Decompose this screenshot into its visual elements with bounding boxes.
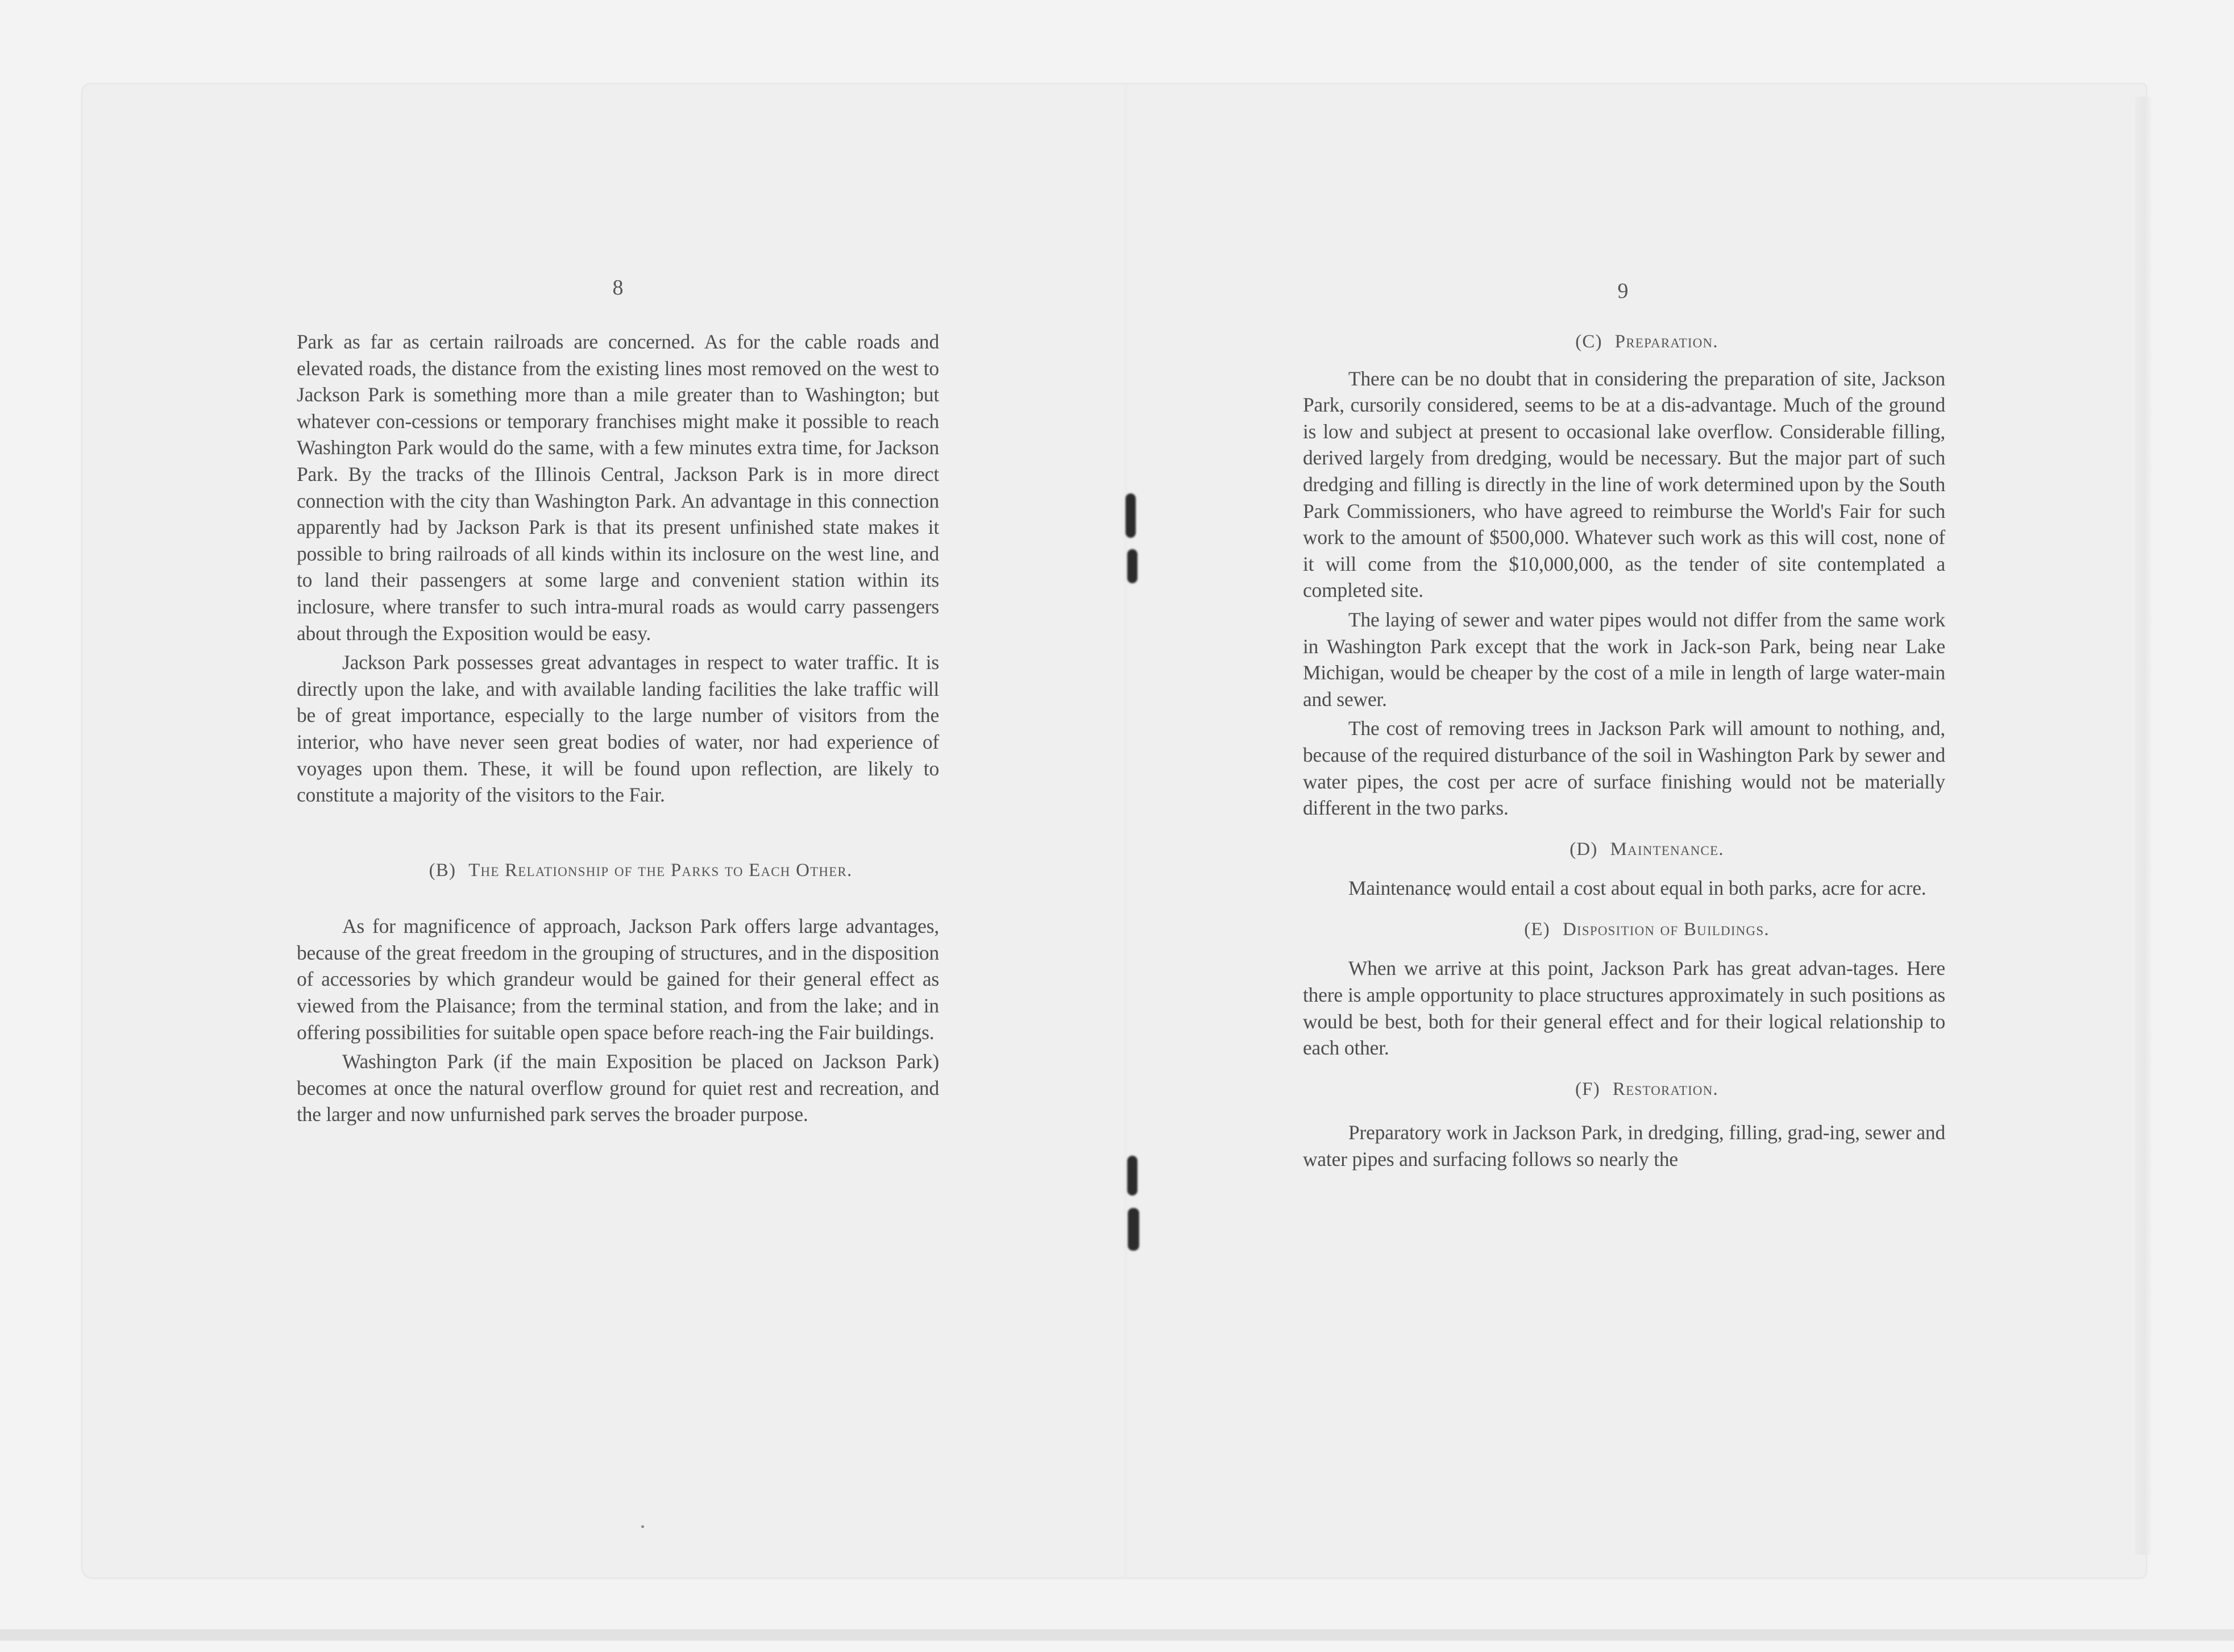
section-title: Restoration. <box>1612 1078 1718 1099</box>
left-page-column <box>297 329 939 1128</box>
paragraph: As for magnificence of approach, Jackson Park offers large advantages, because of the great freedom in the grouping of structures, and in the disposition of accessories by which grandeur would be gained for their general effect as viewed from the Plaisance; from the terminal station, and from the lake; and in offering possibilities for suitable open space before reach-ing the Fair buildings. <box>297 915 939 1044</box>
right-page-column <box>1303 329 1945 1173</box>
section-label: (C) <box>1575 331 1602 352</box>
section-heading-b <box>297 857 939 884</box>
page-number-right: 9 <box>1617 279 1629 303</box>
paragraph: When we arrive at this point, Jackson Park has great advan-tages. Here there is ample opportunity to place structures approximately in such positions as would be best, both for their general effect and for their logical relationship to each other. <box>1303 957 1945 1060</box>
section-heading-d <box>1303 836 1945 863</box>
paragraph: The laying of sewer and water pipes would not differ from the same work in Washington Park except that the work in Jack-son Park, being near Lake Michigan, would be cheaper by the cost of a mile in length of large water-main and sewer. <box>1303 608 1945 711</box>
scanner-bottom-margin <box>0 1641 2234 1652</box>
paragraph: There can be no doubt that in considering the preparation of site, Jackson Park, cursorily considered, seems to be at a dis-advantage. Much of the ground is low and subject at present to occasional lake overflow. Considerable filling, derived largely from dredging, would be necessary. But the major part of such dredging and filling is directly in the line of work determined upon by the South Park Commissioners, who have agreed to reimburse the World's Fair for such work to the amount of $500,000. Whatever such work as this will cost, none of it will come from the $10,000,000, as the tender of site contemplated a completed site. <box>1303 367 1945 602</box>
section-title: The Relationship of the Parks to Each Other. <box>468 860 853 881</box>
section-title: Preparation. <box>1614 331 1718 352</box>
section-label: (F) <box>1575 1078 1600 1099</box>
section-title: Maintenance. <box>1610 839 1724 860</box>
staple-top-upper <box>1126 493 1136 538</box>
paragraph: Maintenance would entail a cost about equal in both parks, acre for acre. <box>1348 877 1926 900</box>
paragraph: Washington Park (if the main Exposition be placed on Jackson Park) becomes at once the natural overflow ground for quiet rest and recreation, and the larger and now unfurnished park serves the broader purpose. <box>297 1050 939 1126</box>
staple-top-lower <box>1127 549 1137 583</box>
staple-bottom-upper <box>1127 1156 1137 1196</box>
section-heading-f <box>1303 1076 1945 1103</box>
paragraph: Preparatory work in Jackson Park, in dredging, filling, grad-ing, sewer and water pipes and surfacing follows so nearly the <box>1303 1121 1945 1171</box>
paper-speck <box>641 1525 644 1528</box>
center-gutter <box>1123 84 1128 1578</box>
section-label: (D) <box>1569 839 1598 860</box>
staple-bottom-lower <box>1128 1208 1139 1251</box>
paragraph: Park as far as certain railroads are concerned. As for the cable roads and elevated roads, the distance from the existing lines most removed on the west to Jackson Park is something more than a mile greater than to Washington; but whatever con-cessions or temporary franchises might make it possible to reach Washington Park would do the same, with a few minutes extra time, for Jackson Park. By the tracks of the Illinois Central, Jackson Park is in more direct connection with the city than Washington Park. An advantage in this connection apparently had by Jackson Park is that its present unfinished state makes it possible to bring railroads of all kinds within its inclosure on the west line, and to land their passengers at some large and convenient station within its inclosure, where transfer to such intra-mural roads as would carry passengers about through the Exposition would be easy. <box>297 330 939 645</box>
section-label: (E) <box>1524 919 1550 940</box>
section-heading-c <box>1303 329 1945 355</box>
page-number-left: 8 <box>612 276 624 300</box>
scanner-edge-strip <box>0 1629 2234 1641</box>
paragraph: The cost of removing trees in Jackson Park will amount to nothing, and, because of the required disturbance of the soil in Washington Park by sewer and water pipes, the cost per acre of surface finishing would not be materially different in the two parks. <box>1303 717 1945 820</box>
section-title: Disposition of Buildings. <box>1562 919 1770 940</box>
paragraph: Jackson Park possesses great advantages in respect to water traffic. It is directly upon the lake, and with available landing facilities the lake traffic will be of great importance, especially to the large number of visitors from the interior, who have never seen great bodies of water, nor had experience of voyages upon them. These, it will be found upon reflection, are likely to constitute a majority of the visitors to the Fair. <box>297 651 939 807</box>
paper-right-edge <box>2135 97 2152 1555</box>
section-heading-e <box>1303 916 1945 943</box>
section-label: (B) <box>429 860 456 881</box>
